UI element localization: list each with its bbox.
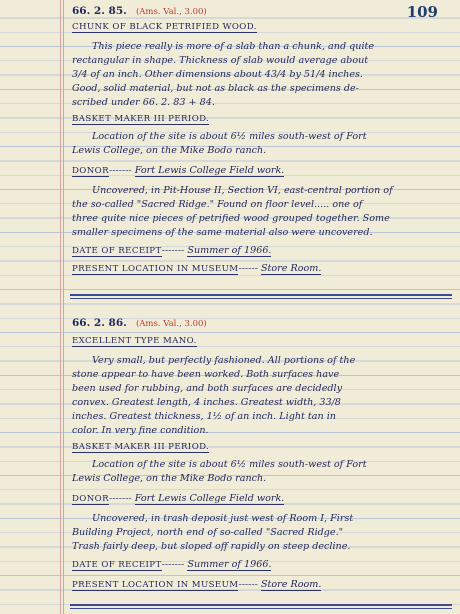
donor-label: DONOR: [72, 494, 109, 504]
museum-location-row: PRESENT LOCATION IN MUSEUM------ Store Room.: [72, 263, 322, 274]
receipt-value: Summer of 1966.: [187, 245, 272, 256]
specimen-title: CHUNK OF BLACK PETRIFIED WOOD.: [72, 22, 257, 32]
museum-location-value: Store Room.: [260, 263, 322, 274]
description-line: Very small, but perfectly fashioned. All portions of the: [92, 355, 356, 366]
receipt-row: DATE OF RECEIPT------- Summer of 1966.: [72, 245, 272, 256]
museum-location-value: Store Room.: [260, 579, 322, 590]
donor-value: Fort Lewis College Field work.: [134, 165, 285, 176]
receipt-value: Summer of 1966.: [187, 559, 272, 570]
donor-row: DONOR------- Fort Lewis College Field work.: [72, 165, 285, 176]
entry-2-title: [72, 334, 450, 348]
margin-line: [63, 0, 64, 614]
find-line: Uncovered, in trash deposit just west of Room I, First: [92, 513, 354, 524]
find-line: the so-called "Sacred Ridge." Found on floor level..... one of: [72, 199, 363, 210]
catalog-number: 66. 2. 86.: [72, 317, 127, 329]
find-line: Uncovered, in Pit-House II, Section VI, east-central portion of: [92, 185, 393, 196]
entry-2-header: [72, 316, 450, 331]
museum-location-label: PRESENT LOCATION IN MUSEUM: [72, 580, 239, 590]
description-line: Good, solid material, but not as black as the specimens de-: [72, 83, 359, 94]
museum-location-row: PRESENT LOCATION IN MUSEUM------ Store Room.: [72, 579, 322, 590]
period-heading: BASKET MAKER III PERIOD.: [72, 442, 210, 452]
description-line: inches. Greatest thickness, 1½ of an inch. Light tan in: [72, 411, 336, 422]
description-line: 3/4 of an inch. Other dimensions about 43/4 by 51/4 inches.: [72, 69, 363, 80]
receipt-label: DATE OF RECEIPT: [72, 560, 162, 570]
description-line: been used for rubbing, and both surfaces are decidedly: [72, 383, 343, 394]
entry-1-title: [72, 20, 450, 34]
page-number: 109: [406, 3, 438, 21]
find-line: smaller specimens of the same material also were uncovered.: [72, 227, 373, 238]
entry-divider: [70, 608, 452, 609]
period-heading: BASKET MAKER III PERIOD.: [72, 114, 210, 124]
description-line: This piece really is more of a slab than a chunk, and quite: [92, 41, 375, 52]
specimen-title: EXCELLENT TYPE MANO.: [72, 336, 197, 346]
description-line: color. In very fine condition.: [72, 425, 209, 436]
entry-divider: [70, 298, 452, 299]
receipt-row: DATE OF RECEIPT------- Summer of 1966.: [72, 559, 272, 570]
appraised-value: (Ams. Val., 3.00): [135, 7, 207, 17]
description-line: scribed under 66. 2. 83 + 84.: [72, 97, 215, 108]
description-line: stone appear to have been worked. Both surfaces have: [72, 369, 340, 380]
description-line: convex. Greatest length, 4 inches. Greatest width, 33/8: [72, 397, 341, 408]
location-line: Location of the site is about 6½ miles south-west of Fort: [92, 131, 367, 142]
receipt-label: DATE OF RECEIPT: [72, 246, 162, 256]
location-line: Lewis College, on the Mike Bodo ranch.: [72, 473, 267, 484]
description-line: rectangular in shape. Thickness of slab would average about: [72, 55, 369, 66]
catalog-number: 66. 2. 85.: [72, 5, 127, 17]
museum-location-label: PRESENT LOCATION IN MUSEUM: [72, 264, 239, 274]
location-line: Location of the site is about 6½ miles south-west of Fort: [92, 459, 367, 470]
appraised-value: (Ams. Val., 3.00): [135, 319, 207, 329]
donor-value: Fort Lewis College Field work.: [134, 493, 285, 504]
find-line: Trash fairly deep, but sloped off rapidly on steep decline.: [72, 541, 351, 552]
entry-divider: [70, 294, 452, 296]
find-line: three quite nice pieces of petrified wood grouped together. Some: [72, 213, 390, 224]
find-line: Building Project, north end of so-called "Sacred Ridge.": [72, 527, 344, 538]
margin-line: [60, 0, 61, 614]
donor-label: DONOR: [72, 166, 109, 176]
entry-1-header: [72, 4, 450, 19]
donor-row: DONOR------- Fort Lewis College Field work.: [72, 493, 285, 504]
entry-divider: [70, 604, 452, 606]
location-line: Lewis College, on the Mike Bodo ranch.: [72, 145, 267, 156]
